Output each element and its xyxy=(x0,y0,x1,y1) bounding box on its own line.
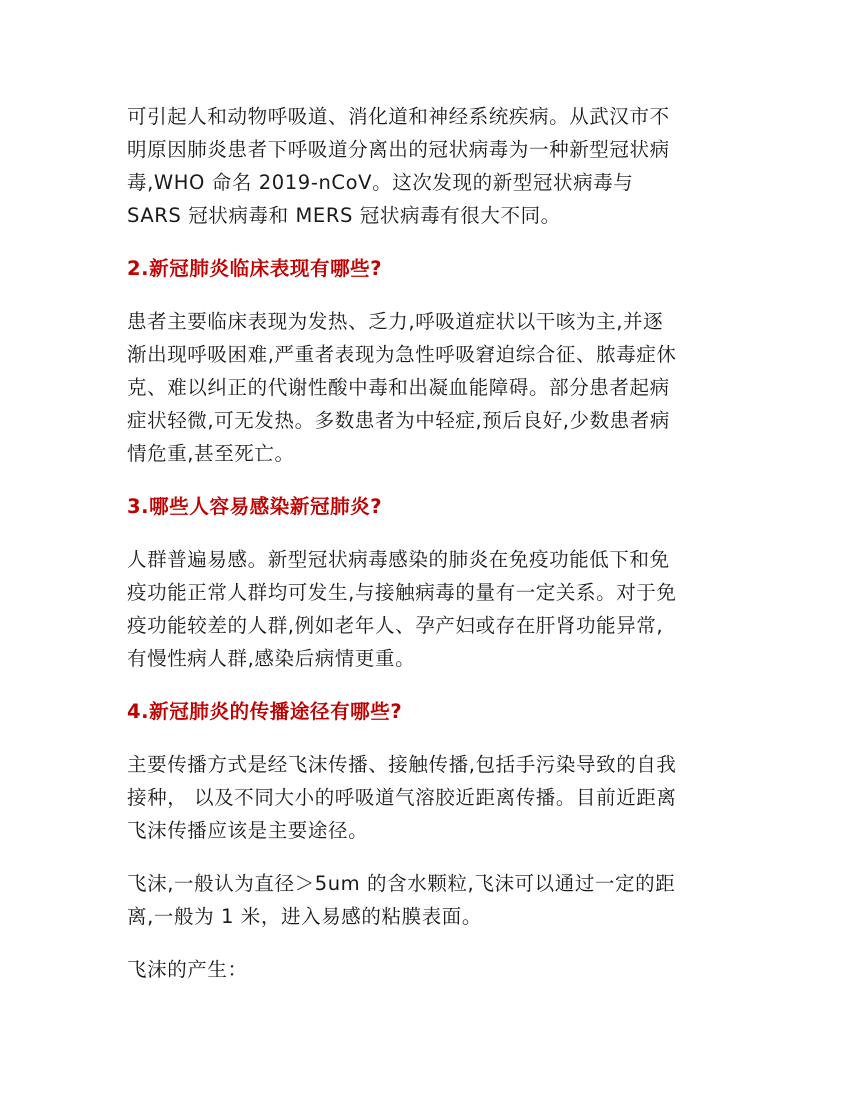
text-line: 毒,WHO 命名 2019-nCoV。这次发现的新型冠状病毒与 xyxy=(127,171,634,194)
paragraph-coronavirus-intro xyxy=(127,100,733,232)
text-line: 克、难以纠正的代谢性酸中毒和出凝血能障碍。部分患者起病 xyxy=(127,376,670,399)
text-line: SARS 冠状病毒和 MERS 冠状病毒有很大不同。 xyxy=(127,204,561,227)
text-line: 可引起人和动物呼吸道、消化道和神经系统疾病。从武汉市不 xyxy=(127,105,670,128)
paragraph-droplet-generation xyxy=(127,953,733,986)
document-body xyxy=(127,100,733,1006)
heading-susceptible-population: 3.哪些人容易感染新冠肺炎? xyxy=(127,495,383,518)
text-line: 症状轻微,可无发热。多数患者为中轻症,预后良好,少数患者病 xyxy=(127,409,670,432)
paragraph-transmission-routes xyxy=(127,748,733,847)
paragraph-susceptible-population xyxy=(127,543,733,675)
text-line: 主要传播方式是经飞沫传播、接触传播,包括手污染导致的自我 xyxy=(127,753,677,776)
text-line: 疫功能较差的人群,例如老年人、孕产妇或存在肝肾功能异常, xyxy=(127,614,664,637)
heading-transmission-routes: 4.新冠肺炎的传播途径有哪些? xyxy=(127,700,403,723)
text-line: 飞沫,一般认为直径＞5um 的含水颗粒,飞沫可以通过一定的距 xyxy=(127,872,676,895)
heading-clinical-manifestations: 2.新冠肺炎临床表现有哪些? xyxy=(127,257,383,280)
text-line: 明原因肺炎患者下呼吸道分离出的冠状病毒为一种新型冠状病 xyxy=(127,138,670,161)
text-line: 患者主要临床表现为发热、乏力,呼吸道症状以干咳为主,并逐 xyxy=(127,310,664,333)
text-line: 接种， 以及不同大小的呼吸道气溶胶近距离传播。目前近距离 xyxy=(127,786,677,809)
paragraph-clinical-manifestations xyxy=(127,305,733,470)
paragraph-droplet-definition xyxy=(127,867,733,933)
text-line: 人群普遍易感。新型冠状病毒感染的肺炎在免疫功能低下和免 xyxy=(127,548,670,571)
text-line: 离,一般为 1 米，进入易感的粘膜表面。 xyxy=(127,905,483,928)
text-line: 飞沫传播应该是主要途径。 xyxy=(127,819,369,842)
text-line: 情危重,甚至死亡。 xyxy=(127,442,295,465)
text-line: 渐出现呼吸困难,严重者表现为急性呼吸窘迫综合征、脓毒症休 xyxy=(127,343,677,366)
text-line: 飞沫的产生： xyxy=(127,958,248,981)
text-line: 疫功能正常人群均可发生,与接触病毒的量有一定关系。对于免 xyxy=(127,581,677,604)
text-line: 有慢性病人群,感染后病情更重。 xyxy=(127,647,416,670)
